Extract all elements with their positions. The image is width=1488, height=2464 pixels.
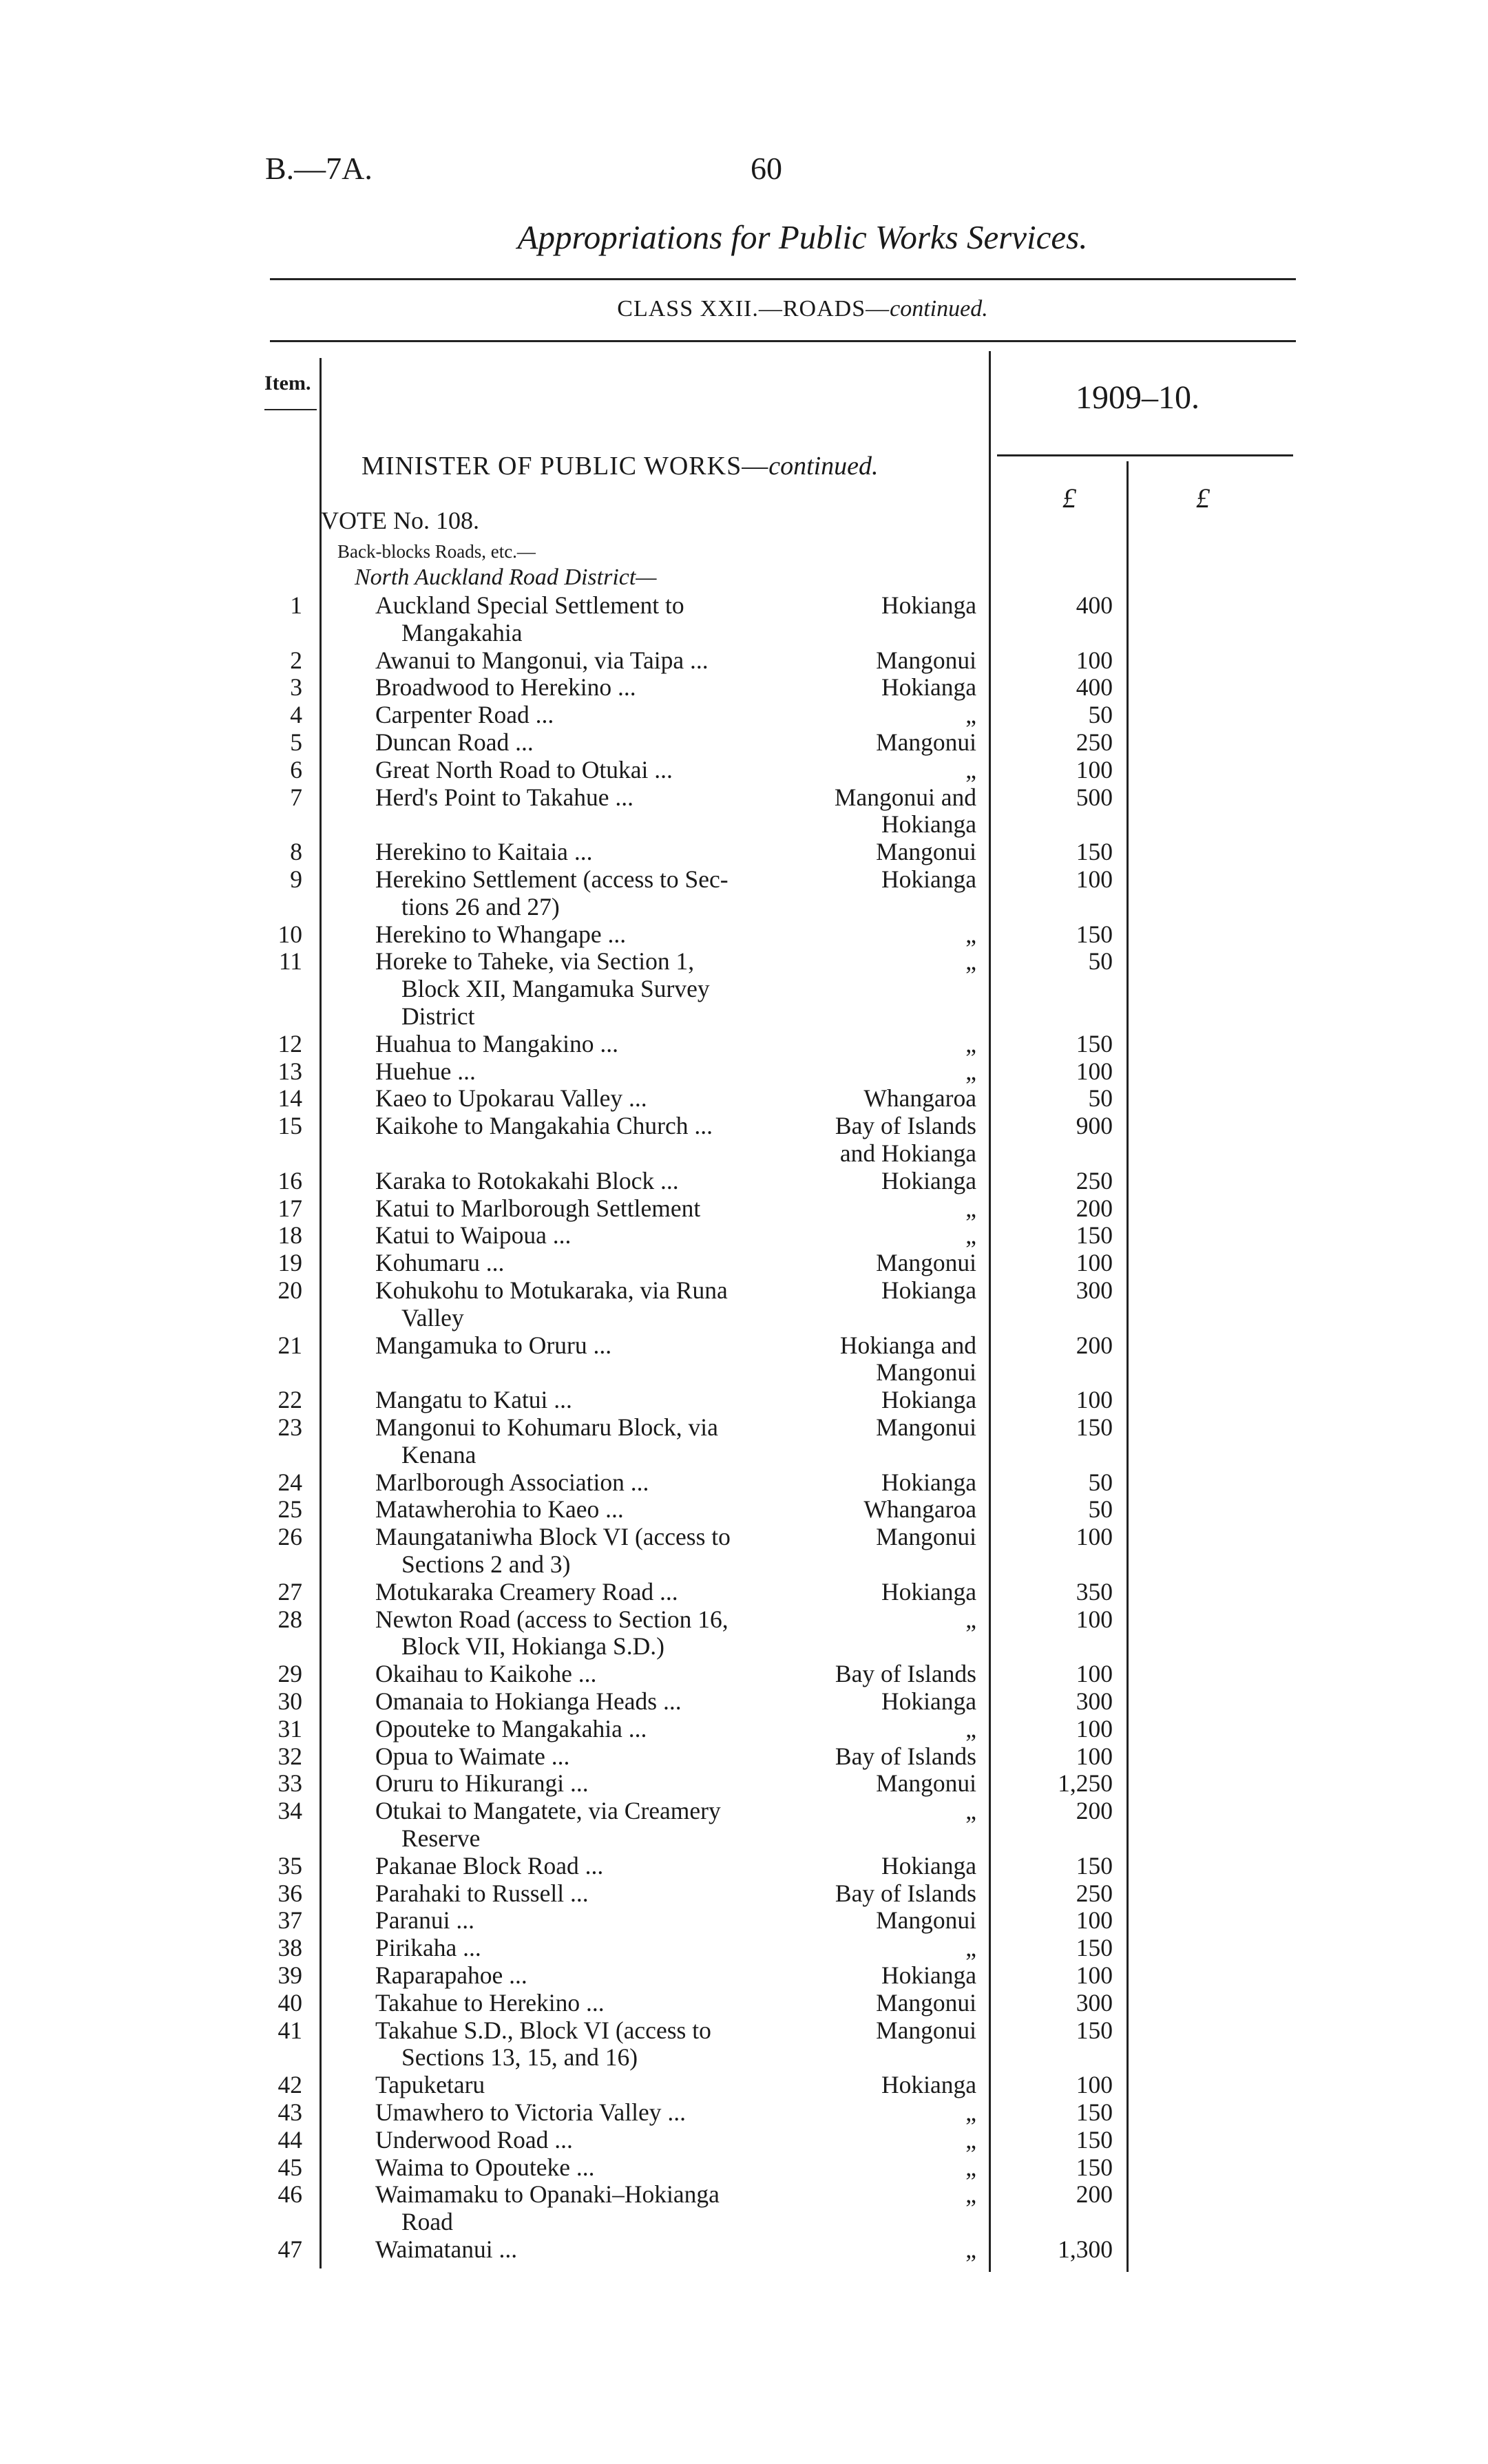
county-name: Mangonui — [876, 728, 976, 756]
amount-1909-10: 200 — [1076, 1797, 1113, 1825]
item-number: 2 — [290, 646, 302, 674]
item-number: 37 — [277, 1906, 302, 1935]
amount-1909-10: 300 — [1076, 1687, 1113, 1715]
amount-1909-10: 50 — [1088, 1495, 1113, 1524]
road-name-continuation: Reserve — [401, 1824, 481, 1852]
class-heading: CLASS XXII.—ROADS—continued. — [617, 296, 988, 322]
road-name: Umawhero to Victoria Valley ... — [375, 2098, 687, 2126]
item-number: 28 — [277, 1605, 302, 1633]
item-number: 12 — [277, 1029, 302, 1057]
county-name: „ — [965, 1934, 976, 1962]
county-name: „ — [965, 755, 976, 783]
county-name: „ — [965, 1797, 976, 1825]
item-number: 36 — [277, 1879, 302, 1907]
amount-1909-10: 100 — [1076, 1605, 1113, 1633]
county-name: Bay of Islands and Hokianga — [835, 1112, 976, 1167]
amount-1909-10: 50 — [1088, 1084, 1113, 1113]
road-name-continuation: Road — [401, 2208, 453, 2236]
county-name: Mangonui — [876, 838, 976, 866]
amount-1909-10: 900 — [1076, 1112, 1113, 1140]
item-number: 45 — [277, 2153, 302, 2181]
county-name: Hokianga — [881, 1687, 976, 1715]
item-number: 8 — [290, 838, 302, 866]
amount-1909-10: 400 — [1076, 591, 1113, 619]
item-number: 29 — [277, 1660, 302, 1688]
item-number: 27 — [277, 1577, 302, 1605]
county-name: Hokianga — [881, 1386, 976, 1414]
road-name: Carpenter Road ... — [375, 701, 554, 729]
county-name: „ — [965, 701, 976, 729]
item-number: 42 — [277, 2071, 302, 2099]
item-number: 19 — [277, 1249, 302, 1277]
county-name: Hokianga — [881, 673, 976, 702]
item-number: 34 — [277, 1797, 302, 1825]
item-number: 41 — [277, 2016, 302, 2044]
item-number: 30 — [277, 1687, 302, 1715]
item-number: 32 — [277, 1742, 302, 1770]
item-number: 1 — [290, 591, 302, 619]
item-number: 39 — [277, 1961, 302, 1989]
item-number: 22 — [277, 1386, 302, 1414]
item-number: 7 — [290, 783, 302, 811]
road-name: Newton Road (access to Section 16, Block VII, Hokianga S.D.) — [375, 1606, 799, 1661]
amount-1909-10: 150 — [1076, 1934, 1113, 1962]
amount-1909-10: 300 — [1076, 1276, 1113, 1304]
road-name: Omanaia to Hokianga Heads ... — [375, 1687, 682, 1715]
county-name: Mangonui — [876, 1906, 976, 1935]
road-name: Huahua to Mangakino ... — [375, 1029, 618, 1057]
road-name: Herekino Settlement (access to Sec- tions 26 and 27) — [375, 866, 799, 921]
amount-1909-10: 100 — [1076, 2071, 1113, 2099]
road-name: Parahaki to Russell ... — [375, 1879, 589, 1907]
county-name: „ — [965, 2125, 976, 2154]
page-number: 60 — [751, 151, 782, 186]
county-name: Mangonui — [876, 2016, 976, 2044]
item-number: 5 — [290, 728, 302, 756]
county-name: Mangonui — [876, 646, 976, 674]
amount-1909-10: 150 — [1076, 1851, 1113, 1879]
item-number: 44 — [277, 2125, 302, 2154]
amount-1909-10: 50 — [1088, 1468, 1113, 1496]
road-name: Great North Road to Otukai ... — [375, 755, 673, 783]
road-name: Opua to Waimate ... — [375, 1742, 570, 1770]
amount-1909-10: 400 — [1076, 673, 1113, 702]
county-name: Mangonui — [876, 1523, 976, 1551]
road-name: Duncan Road ... — [375, 728, 534, 756]
county-name: Hokianga and Mangonui — [839, 1331, 976, 1387]
amount-1909-10: 150 — [1076, 838, 1113, 866]
item-number: 47 — [277, 2235, 302, 2263]
road-name: Herekino to Kaitaia ... — [375, 838, 593, 866]
road-name: Paranui ... — [375, 1906, 474, 1935]
amount-1909-10: 200 — [1076, 2180, 1113, 2209]
minister-heading: MINISTER OF PUBLIC WORKS—continued. — [361, 452, 879, 481]
amount-1909-10: 1,250 — [1058, 1769, 1113, 1798]
amount-1909-10: 100 — [1076, 865, 1113, 893]
county-name: Mangonui — [876, 1769, 976, 1798]
amount-1909-10: 200 — [1076, 1194, 1113, 1222]
item-number: 10 — [277, 920, 302, 948]
county-name: Hokianga — [881, 1851, 976, 1879]
road-name: Motukaraka Creamery Road ... — [375, 1577, 678, 1605]
amount-1909-10: 500 — [1076, 783, 1113, 811]
county-name: „ — [965, 2235, 976, 2263]
county-name: „ — [965, 947, 976, 976]
road-name: Marlborough Association ... — [375, 1468, 649, 1496]
county-name: Hokianga — [881, 2071, 976, 2099]
road-name: Oruru to Hikurangi ... — [375, 1769, 589, 1798]
amount-1909-10: 100 — [1076, 1523, 1113, 1551]
road-name: Awanui to Mangonui, via Taipa ... — [375, 646, 709, 674]
county-name: Hokianga — [881, 591, 976, 619]
amount-1909-10: 100 — [1076, 646, 1113, 674]
amount-1909-10: 350 — [1076, 1577, 1113, 1605]
amount-1909-10: 100 — [1076, 1961, 1113, 1989]
road-name: Raparapahoe ... — [375, 1961, 527, 1989]
county-name: Hokianga — [881, 1276, 976, 1304]
item-number: 33 — [277, 1769, 302, 1798]
item-number: 26 — [277, 1523, 302, 1551]
county-name: Hokianga — [881, 1961, 976, 1989]
county-name: Whangaroa — [863, 1084, 976, 1113]
road-name: Opouteke to Mangakahia ... — [375, 1714, 647, 1742]
road-name: Broadwood to Herekino ... — [375, 673, 636, 702]
county-name: Bay of Islands — [835, 1742, 976, 1770]
item-number: 3 — [290, 673, 302, 702]
amount-1909-10: 100 — [1076, 1906, 1113, 1935]
amount-1909-10: 100 — [1076, 1057, 1113, 1085]
amount-1909-10: 150 — [1076, 920, 1113, 948]
amount-1909-10: 150 — [1076, 2125, 1113, 2154]
county-name: Bay of Islands — [835, 1879, 976, 1907]
county-name: „ — [965, 1194, 976, 1222]
road-name-continuation: Block XII, Mangamuka Survey — [401, 975, 710, 1003]
county-name: Hokianga — [881, 865, 976, 893]
item-number: 17 — [277, 1194, 302, 1222]
road-name: Auckland Special Settlement to Mangakahia — [375, 592, 799, 647]
road-name: Herekino to Whangape ... — [375, 920, 627, 948]
county-column-divider — [989, 351, 991, 2272]
pound-header-1: £ — [1062, 483, 1076, 514]
road-name: Kaeo to Upokarau Valley ... — [375, 1084, 647, 1113]
road-name-continuation: Sections 13, 15, and 16) — [401, 2043, 638, 2072]
road-name: Okaihau to Kaikohe ... — [375, 1660, 597, 1688]
county-name: Bay of Islands — [835, 1660, 976, 1688]
item-number: 6 — [290, 755, 302, 783]
county-name: „ — [965, 2098, 976, 2126]
county-name: „ — [965, 1714, 976, 1742]
county-name: Hokianga — [881, 1468, 976, 1496]
road-name: Kaikohe to Mangakahia Church ... — [375, 1112, 713, 1140]
amount-1909-10: 50 — [1088, 701, 1113, 729]
road-name: Matawherohia to Kaeo ... — [375, 1495, 624, 1524]
item-header-rule — [264, 409, 317, 410]
road-name: Herd's Point to Takahue ... — [375, 783, 633, 811]
item-number: 20 — [277, 1276, 302, 1304]
road-name: Pirikaha ... — [375, 1934, 481, 1962]
county-name: Hokianga — [881, 1577, 976, 1605]
road-name: Karaka to Rotokakahi Block ... — [375, 1166, 679, 1194]
amount-1909-10: 150 — [1076, 2016, 1113, 2044]
road-name-continuation: District — [401, 1002, 475, 1030]
county-name: Mangonui — [876, 1988, 976, 2017]
road-name: Waimamaku to Opanaki–Hokianga Road — [375, 2181, 799, 2236]
item-number: 38 — [277, 1934, 302, 1962]
amount-1909-10: 150 — [1076, 1413, 1113, 1441]
page-title: Appropriations for Public Works Services. — [517, 218, 1088, 256]
road-name-continuation: tions 26 and 27) — [401, 892, 560, 920]
item-number: 23 — [277, 1413, 302, 1441]
road-name: Tapuketaru — [375, 2071, 485, 2099]
county-name: Mangonui — [876, 1413, 976, 1441]
vote-heading: VOTE No. 108. — [321, 507, 479, 534]
road-name: Katui to Marlborough Settlement — [375, 1194, 701, 1222]
item-number: 14 — [277, 1084, 302, 1113]
amount-1909-10: 150 — [1076, 1029, 1113, 1057]
amount-1909-10: 250 — [1076, 1879, 1113, 1907]
road-name: Takahue S.D., Block VI (access to Sections 13, 15, and 16) — [375, 2017, 799, 2072]
county-name: „ — [965, 1029, 976, 1057]
district-heading: North Auckland Road District— — [355, 565, 657, 590]
amount-1909-10: 50 — [1088, 947, 1113, 976]
amount-1909-10: 1,300 — [1058, 2235, 1113, 2263]
road-name-continuation: Valley — [401, 1303, 464, 1331]
road-name-continuation: Kenana — [401, 1440, 476, 1468]
title-rule — [270, 278, 1296, 280]
county-name: „ — [965, 2153, 976, 2181]
county-name: „ — [965, 1057, 976, 1085]
item-number: 24 — [277, 1468, 302, 1496]
item-number: 9 — [290, 865, 302, 893]
amount-1909-10: 100 — [1076, 1714, 1113, 1742]
road-name: Mangonui to Kohumaru Block, via Kenana — [375, 1414, 799, 1469]
road-name: Waimatanui ... — [375, 2235, 518, 2263]
item-number: 4 — [290, 701, 302, 729]
road-name: Huehue ... — [375, 1057, 476, 1085]
road-name: Maungataniwha Block VI (access to Sections 2 and 3) — [375, 1524, 799, 1579]
amount-1909-10: 150 — [1076, 1221, 1113, 1250]
document-reference: B.—7A. — [265, 151, 373, 186]
item-number: 21 — [277, 1331, 302, 1359]
item-number: 46 — [277, 2180, 302, 2209]
county-name: „ — [965, 2180, 976, 2209]
road-name: Takahue to Herekino ... — [375, 1988, 605, 2017]
amount-column-divider — [1127, 461, 1129, 2272]
county-name: „ — [965, 1605, 976, 1633]
amount-1909-10: 250 — [1076, 1166, 1113, 1194]
road-name: Pakanae Block Road ... — [375, 1851, 604, 1879]
county-name: Mangonui — [876, 1249, 976, 1277]
item-number: 31 — [277, 1714, 302, 1742]
year-column-header: 1909–10. — [1076, 379, 1199, 416]
amount-1909-10: 250 — [1076, 728, 1113, 756]
amount-1909-10: 100 — [1076, 1742, 1113, 1770]
item-number: 35 — [277, 1851, 302, 1879]
amount-1909-10: 100 — [1076, 1249, 1113, 1277]
amount-1909-10: 200 — [1076, 1331, 1113, 1359]
amount-1909-10: 300 — [1076, 1988, 1113, 2017]
item-number: 15 — [277, 1112, 302, 1140]
county-name: Hokianga — [881, 1166, 976, 1194]
road-name: Kohumaru ... — [375, 1249, 505, 1277]
amount-1909-10: 150 — [1076, 2153, 1113, 2181]
county-name: Mangonui and Hokianga — [834, 783, 976, 839]
amount-1909-10: 100 — [1076, 1386, 1113, 1414]
county-name: Whangaroa — [863, 1495, 976, 1524]
item-number: 40 — [277, 1988, 302, 2017]
county-name: „ — [965, 1221, 976, 1250]
item-number: 25 — [277, 1495, 302, 1524]
item-number: 18 — [277, 1221, 302, 1250]
road-name: Underwood Road ... — [375, 2125, 573, 2154]
item-number: 16 — [277, 1166, 302, 1194]
road-name: Mangamuka to Oruru ... — [375, 1331, 612, 1359]
road-name-continuation: Sections 2 and 3) — [401, 1550, 571, 1578]
road-name-continuation: Mangakahia — [401, 618, 523, 646]
amount-1909-10: 150 — [1076, 2098, 1113, 2126]
item-number: 13 — [277, 1057, 302, 1085]
class-rule — [270, 340, 1296, 342]
item-column-header: Item. — [264, 372, 311, 394]
road-name: Katui to Waipoua ... — [375, 1221, 572, 1250]
item-number: 43 — [277, 2098, 302, 2126]
county-name: „ — [965, 920, 976, 948]
amount-1909-10: 100 — [1076, 755, 1113, 783]
road-name: Mangatu to Katui ... — [375, 1386, 572, 1414]
year-header-rule — [997, 454, 1293, 456]
road-name: Otukai to Mangatete, via Creamery Reserve — [375, 1798, 799, 1853]
road-name: Horeke to Taheke, via Section 1, Block XII, Mangamuka Survey District — [375, 948, 799, 1030]
road-name: Kohukohu to Motukaraka, via Runa Valley — [375, 1277, 799, 1332]
section-heading: Back-blocks Roads, etc.— — [337, 541, 536, 562]
amount-1909-10: 100 — [1076, 1660, 1113, 1688]
road-name-continuation: Block VII, Hokianga S.D.) — [401, 1632, 664, 1661]
pound-header-2: £ — [1196, 483, 1210, 514]
road-name: Waima to Opouteke ... — [375, 2153, 595, 2181]
item-column-divider — [319, 358, 322, 2268]
item-number: 11 — [278, 947, 302, 976]
